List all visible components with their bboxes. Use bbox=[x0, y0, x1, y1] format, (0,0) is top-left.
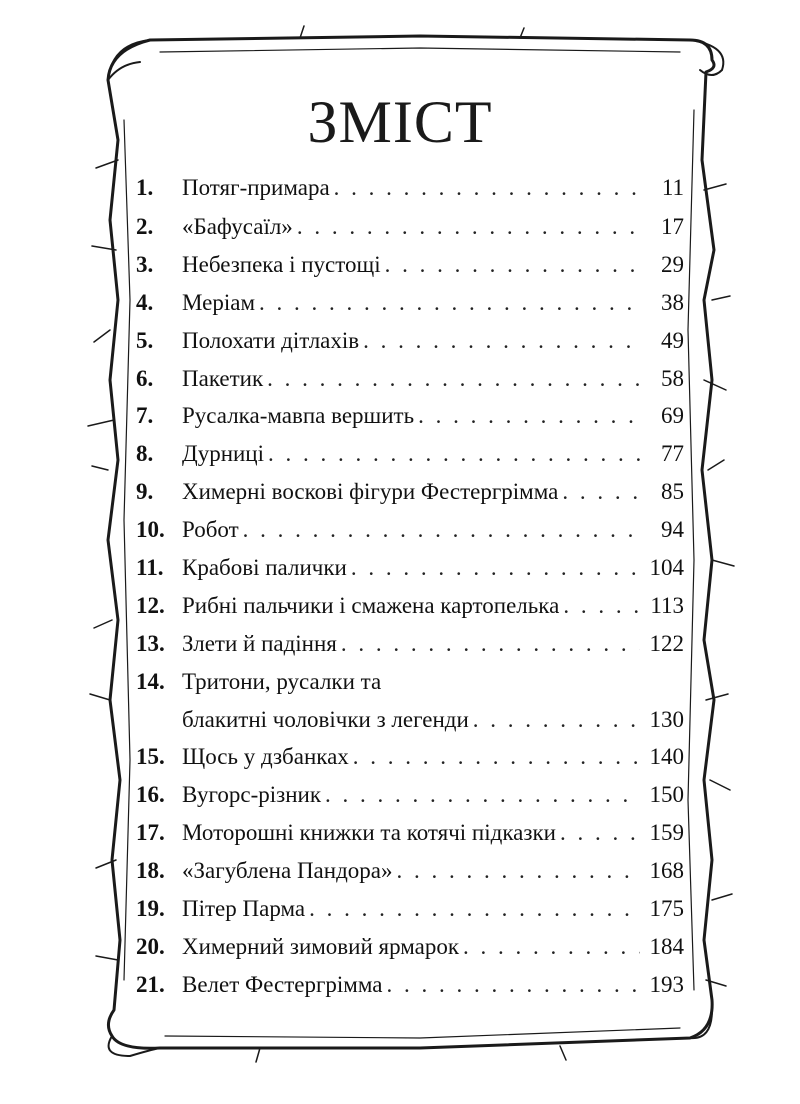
dot-leader bbox=[309, 896, 640, 922]
chapter-title: Вугорс-різник bbox=[182, 782, 322, 808]
chapter-title: Полохати дітлахів bbox=[182, 327, 360, 353]
chapter-title: Крабові палички bbox=[182, 555, 347, 581]
dot-leader bbox=[463, 934, 640, 960]
chapter-title: Робот bbox=[182, 517, 239, 543]
dot-leader bbox=[341, 631, 640, 657]
page-number: 175 bbox=[649, 896, 684, 922]
chapter-title: Химерний зимовий ярмарок bbox=[182, 933, 460, 959]
page-number: 58 bbox=[661, 365, 684, 391]
chapter-number: 16. bbox=[136, 782, 165, 808]
toc-entry bbox=[136, 252, 684, 290]
page-number: 113 bbox=[650, 592, 684, 618]
toc-entry bbox=[136, 366, 684, 404]
dot-leader bbox=[268, 441, 640, 467]
page-number: 69 bbox=[661, 403, 684, 429]
dot-leader bbox=[325, 782, 640, 808]
chapter-title: Меріам bbox=[182, 289, 256, 315]
toc-entry bbox=[136, 479, 684, 517]
page-number: 49 bbox=[661, 327, 684, 353]
chapter-title: Дурниці bbox=[182, 441, 265, 467]
chapter-number: 10. bbox=[136, 517, 165, 543]
chapter-number: 15. bbox=[136, 744, 165, 770]
chapter-title: «Бафусаїл» bbox=[182, 214, 293, 239]
dot-leader bbox=[396, 858, 640, 884]
chapter-number: 3. bbox=[136, 251, 154, 277]
dot-leader bbox=[334, 175, 640, 201]
toc-entry bbox=[136, 214, 684, 252]
chapter-title: Рибні пальчики і смажена картопелька bbox=[182, 592, 560, 618]
chapter-title: Пітер Парма bbox=[182, 896, 306, 922]
chapter-number: 11. bbox=[136, 555, 164, 581]
page-number: 168 bbox=[649, 858, 684, 884]
chapter-number: 1. bbox=[136, 175, 154, 200]
page-number: 77 bbox=[661, 441, 684, 467]
chapter-number: 2. bbox=[136, 214, 154, 239]
chapter-number: 14. bbox=[136, 668, 165, 694]
table-of-contents bbox=[136, 175, 684, 1010]
chapter-title: Велет Фестергрімма bbox=[182, 971, 383, 997]
toc-entry bbox=[136, 669, 684, 707]
toc-entry bbox=[136, 972, 684, 1010]
toc-entry bbox=[136, 631, 684, 669]
chapter-number: 17. bbox=[136, 820, 165, 846]
page-number: 193 bbox=[649, 971, 684, 997]
dot-leader bbox=[385, 252, 640, 278]
dot-leader bbox=[297, 214, 640, 240]
page-number: 11 bbox=[661, 175, 684, 200]
chapter-number: 13. bbox=[136, 630, 165, 656]
dot-leader bbox=[473, 707, 640, 733]
toc-entry bbox=[136, 707, 684, 745]
page-number: 17 bbox=[661, 214, 684, 239]
page-number: 94 bbox=[661, 517, 684, 543]
chapter-number: 9. bbox=[136, 479, 154, 505]
toc-entry bbox=[136, 782, 684, 820]
chapter-title: Химерні воскові фігури Фестергрімма bbox=[182, 479, 559, 505]
chapter-title: Моторошні книжки та котячі підказки bbox=[182, 820, 556, 846]
page-number: 85 bbox=[661, 479, 684, 505]
page-number: 29 bbox=[661, 251, 684, 277]
chapter-title: Небезпека і пустощі bbox=[182, 251, 381, 277]
page-number: 104 bbox=[649, 555, 684, 581]
chapter-number: 8. bbox=[136, 441, 154, 467]
dot-leader bbox=[267, 366, 640, 392]
toc-entry bbox=[136, 328, 684, 366]
dot-leader bbox=[386, 972, 640, 998]
toc-entry bbox=[136, 934, 684, 972]
toc-entry bbox=[136, 896, 684, 934]
toc-entry bbox=[136, 593, 684, 631]
chapter-number: 6. bbox=[136, 365, 154, 391]
chapter-title: Пакетик bbox=[182, 365, 264, 391]
toc-entry bbox=[136, 517, 684, 555]
chapter-number: 21. bbox=[136, 971, 165, 997]
toc-entry bbox=[136, 175, 684, 214]
chapter-number: 20. bbox=[136, 933, 165, 959]
chapter-number: 7. bbox=[136, 403, 154, 429]
chapter-title: «Загублена Пандора» bbox=[182, 858, 393, 884]
chapter-title: блакитні чоловічки з легенди bbox=[182, 706, 469, 732]
chapter-number: 19. bbox=[136, 896, 165, 922]
page-title: ЗМІСТ bbox=[307, 89, 493, 155]
page-number: 140 bbox=[649, 744, 684, 770]
dot-leader bbox=[563, 593, 640, 619]
toc-entry bbox=[136, 744, 684, 782]
chapter-title: Потяг-примара bbox=[182, 175, 330, 200]
page-number: 38 bbox=[661, 289, 684, 315]
dot-leader bbox=[353, 744, 640, 770]
page-number: 150 bbox=[649, 782, 684, 808]
toc-entry bbox=[136, 403, 684, 441]
dot-leader bbox=[259, 290, 640, 316]
dot-leader bbox=[363, 328, 640, 354]
toc-entry bbox=[136, 820, 684, 858]
toc-entry bbox=[136, 555, 684, 593]
dot-leader bbox=[351, 555, 640, 581]
page-number: 184 bbox=[649, 933, 684, 959]
chapter-title: Русалка-мавпа вершить bbox=[182, 403, 415, 429]
toc-entry bbox=[136, 290, 684, 328]
dot-leader bbox=[560, 820, 640, 846]
dot-leader bbox=[562, 479, 640, 505]
dot-leader bbox=[418, 403, 640, 429]
page-number: 130 bbox=[649, 706, 684, 732]
chapter-title: Тритони, русалки та bbox=[182, 668, 382, 694]
chapter-number: 5. bbox=[136, 327, 154, 353]
chapter-number: 18. bbox=[136, 858, 165, 884]
chapter-number: 12. bbox=[136, 592, 165, 618]
toc-entry bbox=[136, 441, 684, 479]
chapter-number: 4. bbox=[136, 289, 154, 315]
page-number: 159 bbox=[649, 820, 684, 846]
page-number: 122 bbox=[649, 630, 684, 656]
dot-leader bbox=[243, 517, 640, 543]
chapter-title: Щось у дзбанках bbox=[182, 744, 349, 770]
toc-entry bbox=[136, 858, 684, 896]
chapter-title: Злети й падіння bbox=[182, 630, 337, 656]
